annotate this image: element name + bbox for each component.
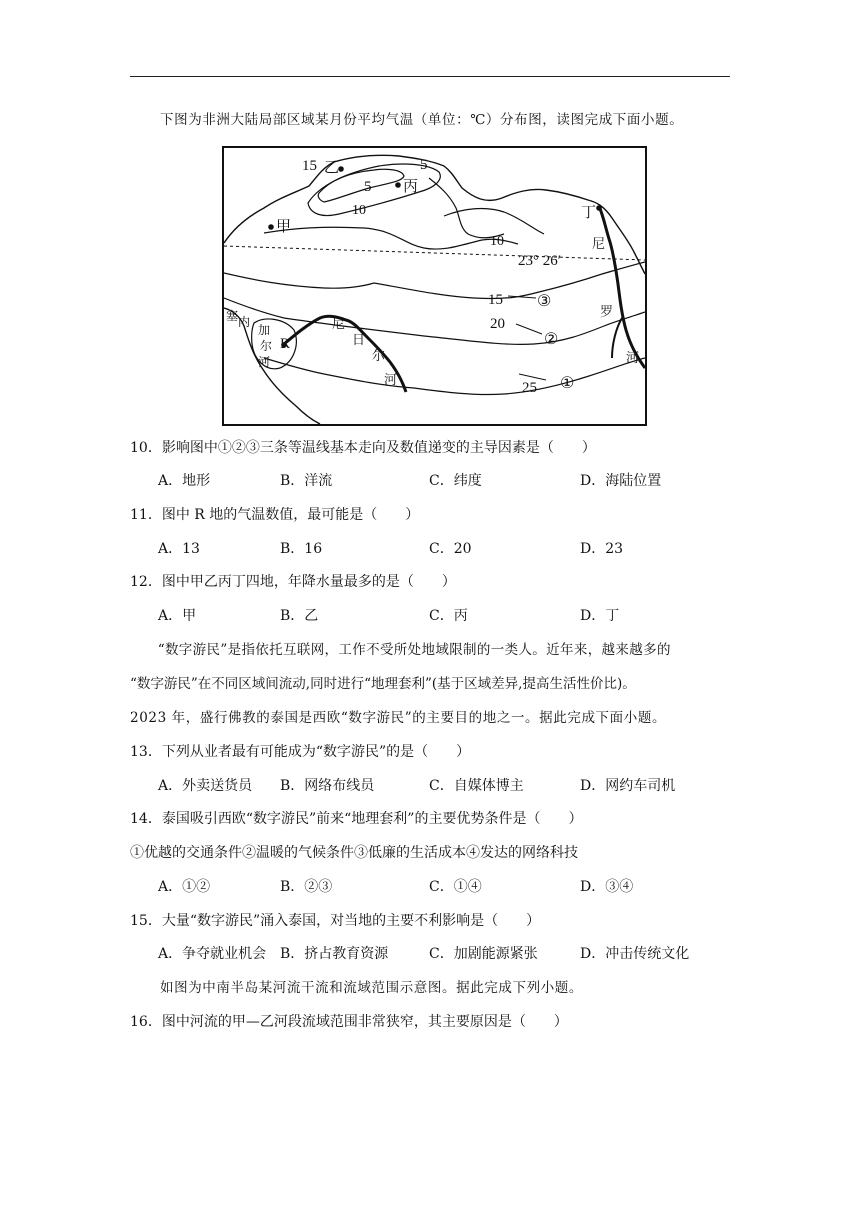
label-r: R — [280, 336, 291, 352]
nile-river — [599, 206, 645, 368]
label-ni: 尼 — [332, 316, 346, 331]
question-13-stem: 13．下列从业者最有可能成为“数字游民”的是（ ） — [130, 744, 471, 760]
q10-option-c[interactable]: C．纬度 — [429, 473, 482, 489]
passage-line-3: 2023 年，盛行佛教的泰国是西欧“数字游民”的主要目的地之一。据此完成下面小题。 — [130, 710, 667, 726]
q12-option-c[interactable]: C．丙 — [429, 608, 468, 624]
isotherm-10 — [264, 227, 518, 249]
intro-text-2: 如图为中南半岛某河流干流和流域范围示意图。据此完成下列小题。 — [160, 980, 583, 996]
label-yi: 乙 — [324, 160, 340, 176]
label-iso15: 15 — [488, 292, 503, 308]
q13-option-a[interactable]: A．外卖送货员 — [158, 778, 253, 794]
label-jia: 甲 — [276, 219, 292, 235]
label-c3: ③ — [537, 293, 552, 310]
label-er: 尔 — [260, 339, 273, 353]
coastline-bay — [429, 178, 504, 238]
question-16-stem: 16．图中河流的甲—乙河段流域范围非常狭窄，其主要原因是（ ） — [130, 1014, 568, 1030]
q10-option-b[interactable]: B．洋流 — [280, 473, 333, 489]
q10-option-d[interactable]: D．海陆位置 — [580, 473, 662, 489]
question-14-stem: 14．泰国吸引西欧“数字游民”前来“地理套利”的主要优势条件是（ ） — [130, 811, 583, 827]
question-14-options — [158, 877, 718, 897]
isotherm-25 — [324, 358, 645, 395]
question-11-stem: 11．图中 R 地的气温数值，最可能是（ ） — [130, 507, 420, 523]
question-15-options — [158, 944, 718, 964]
q13-option-d[interactable]: D．网约车司机 — [580, 778, 676, 794]
header-rule — [130, 76, 730, 77]
q14-option-a[interactable]: A．①② — [158, 879, 211, 895]
label-nei: 内 — [238, 315, 251, 329]
label-bing: 丙 — [403, 179, 419, 195]
q14-option-c[interactable]: C．①④ — [429, 879, 482, 895]
q13-option-b[interactable]: B．网络布线员 — [280, 778, 375, 794]
intro-text-1: 下图为非洲大陆局部区域某月份平均气温（单位：℃）分布图，读图完成下面小题。 — [160, 112, 684, 128]
q11-option-d[interactable]: D．23 — [580, 541, 624, 557]
point-yi — [338, 166, 344, 172]
q12-option-d[interactable]: D．丁 — [580, 608, 620, 624]
question-14-choices: ①优越的交通条件②温暖的气候条件③低廉的生活成本④发达的网络科技 — [130, 845, 578, 861]
label-iso10: 10 — [490, 234, 504, 249]
q15-option-b[interactable]: B．挤占教育资源 — [280, 946, 389, 962]
question-12-options — [158, 606, 718, 626]
label-er2: 尔 — [372, 348, 386, 363]
label-c2: ② — [544, 331, 559, 348]
q13-option-c[interactable]: C．自媒体博主 — [429, 778, 524, 794]
question-10-options — [158, 471, 718, 491]
isotherm-10-right — [444, 209, 544, 234]
q11-option-a[interactable]: A．13 — [158, 541, 200, 557]
label-iso10-circled: 10 — [352, 203, 366, 218]
label-ding: 丁 — [581, 205, 597, 221]
point-ding — [596, 205, 602, 211]
isotherm-map — [222, 146, 647, 426]
q15-option-d[interactable]: D．冲击传统文化 — [580, 946, 690, 962]
label-ni-right: 尼 — [592, 236, 606, 251]
label-iso20: 20 — [490, 316, 505, 332]
label-he-left: 河 — [258, 355, 271, 369]
isotherm-15 — [374, 262, 645, 299]
label-sai: 塞 — [226, 309, 239, 323]
label-he-right: 河 — [626, 350, 640, 365]
q10-option-a[interactable]: A．地形 — [158, 473, 211, 489]
q14-option-d[interactable]: D．③④ — [580, 879, 634, 895]
question-12-stem: 12．图中甲乙丙丁四地，年降水量最多的是（ ） — [130, 574, 456, 590]
q12-option-a[interactable]: A．甲 — [158, 608, 197, 624]
q15-option-c[interactable]: C．加剧能源紧张 — [429, 946, 538, 962]
label-iso15-top: 15 — [302, 158, 317, 174]
q12-option-b[interactable]: B．乙 — [280, 608, 319, 624]
q11-option-b[interactable]: B．16 — [280, 541, 323, 557]
point-jia — [268, 224, 274, 230]
label-iso5-b: 5 — [364, 179, 372, 195]
label-iso5-a: 5 — [420, 157, 428, 173]
label-tropic: 23° 26′ — [518, 253, 562, 269]
label-he-mid: 河 — [384, 372, 398, 387]
passage-line-1: “数字游民”是指依托互联网，工作不受所处地域限制的一类人。近年来，越来越多的 — [130, 642, 671, 658]
q15-option-a[interactable]: A．争夺就业机会 — [158, 946, 267, 962]
label-jia2: 加 — [258, 323, 271, 337]
isotherm-25-left — [264, 358, 324, 374]
tropic-of-cancer — [224, 246, 645, 260]
label-iso25: 25 — [522, 380, 537, 396]
point-bing — [395, 182, 401, 188]
question-10-stem: 10．影响图中①②③三条等温线基本走向及数值递变的主导因素是（ ） — [130, 440, 596, 456]
q11-option-c[interactable]: C．20 — [429, 541, 472, 557]
label-luo: 罗 — [600, 304, 614, 319]
question-11-options — [158, 539, 718, 559]
label-c1: ① — [560, 375, 575, 392]
question-15-stem: 15．大量“数字游民”涌入泰国，对当地的主要不利影响是（ ） — [130, 913, 541, 929]
label-ri: 日 — [352, 332, 366, 347]
nile-branch — [612, 318, 622, 358]
question-13-options — [158, 776, 718, 796]
q14-option-b[interactable]: B．②③ — [280, 879, 333, 895]
isotherm-15-left — [224, 273, 374, 288]
passage-line-2: “数字游民”在不同区域间流动,同时进行“地理套利”(基于区域差异,提高生活性价比)。 — [130, 676, 636, 692]
